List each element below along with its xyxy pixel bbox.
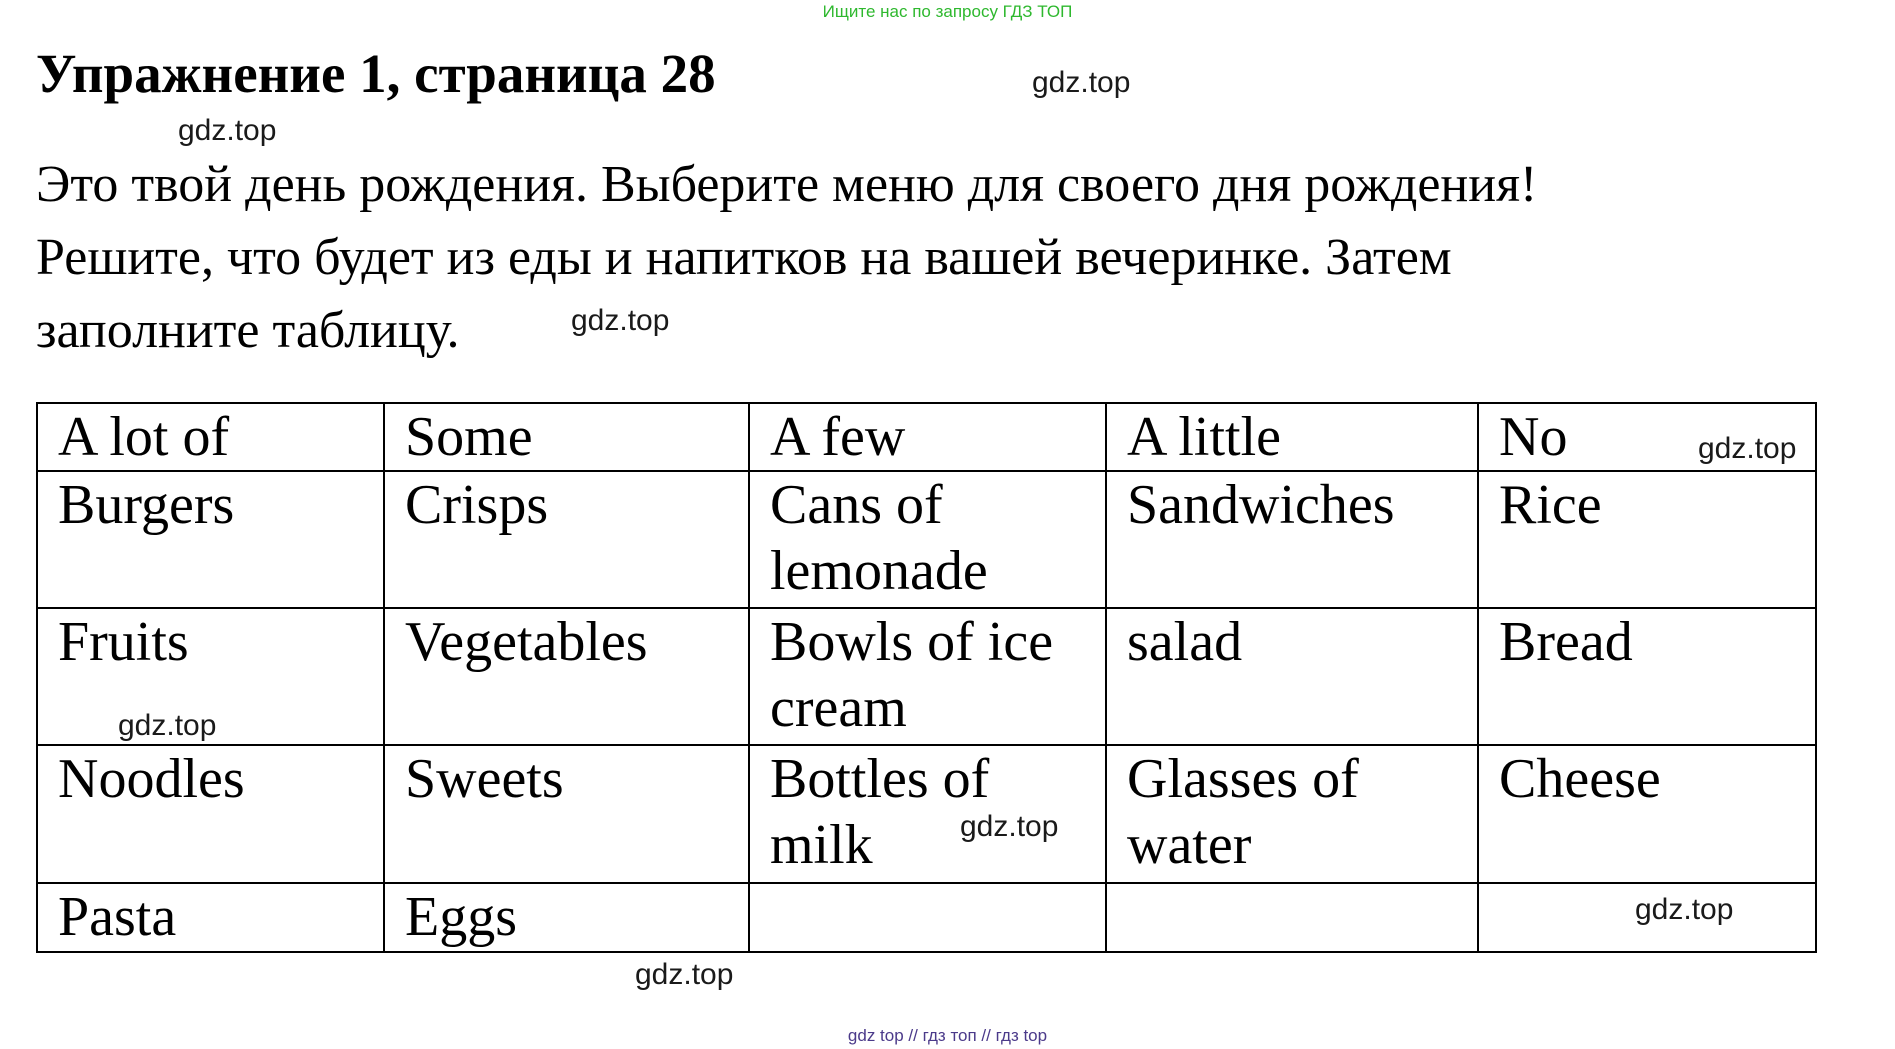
table-cell: Cheese (1478, 745, 1816, 883)
watermark: gdz.top (960, 810, 1059, 843)
table-row (37, 471, 1816, 608)
instruction-line: заполните таблицу. (36, 302, 460, 359)
table-cell: Bowls of ice cream (749, 608, 1106, 745)
watermark: gdz.top (1698, 432, 1797, 465)
table-cell (749, 883, 1106, 952)
watermark: gdz.top (118, 709, 217, 742)
footer-note: gdz top // гдз топ // гдз top (847, 1026, 1048, 1045)
watermark: gdz.top (178, 114, 277, 147)
table-row (37, 608, 1816, 745)
instructions (36, 148, 1856, 367)
table-cell: Sweets (384, 745, 749, 883)
table-cell: Sandwiches (1106, 471, 1478, 608)
table-cell: Cans of lemonade (749, 471, 1106, 608)
table-cell: Eggs (384, 883, 749, 952)
table-cell: Vegetables (384, 608, 749, 745)
watermark: gdz.top (571, 304, 670, 337)
table-cell (1106, 883, 1478, 952)
table-cell: Bread (1478, 608, 1816, 745)
search-hint: Ищите нас по запросу ГДЗ ТОП (822, 2, 1073, 21)
watermark: gdz.top (635, 958, 734, 991)
column-header: A little (1106, 403, 1478, 471)
table-cell: Crisps (384, 471, 749, 608)
table-cell: Bottles of milk (749, 745, 1106, 883)
watermark: gdz.top (1032, 66, 1131, 99)
page-title: Упражнение 1, страница 28 (36, 43, 716, 104)
column-header: Some (384, 403, 749, 471)
column-header: No (1478, 403, 1816, 471)
table-cell: Pasta (37, 883, 384, 952)
table-cell: Noodles (37, 745, 384, 883)
watermark: gdz.top (1635, 893, 1734, 926)
table-cell: Fruits (37, 608, 384, 745)
table-cell: Rice (1478, 471, 1816, 608)
instruction-line: Это твой день рождения. Выберите меню для своего дня рождения! (36, 156, 1538, 213)
column-header: A lot of (37, 403, 384, 471)
header-row (37, 403, 1816, 471)
table-cell: Glasses of water (1106, 745, 1478, 883)
table-row (37, 883, 1816, 952)
table-cell: salad (1106, 608, 1478, 745)
instruction-line: Решите, что будет из еды и напитков на вашей вечеринке. Затем (36, 229, 1452, 286)
table-row (37, 745, 1816, 883)
column-header: A few (749, 403, 1106, 471)
menu-table (36, 402, 1817, 953)
table-cell: Burgers (37, 471, 384, 608)
